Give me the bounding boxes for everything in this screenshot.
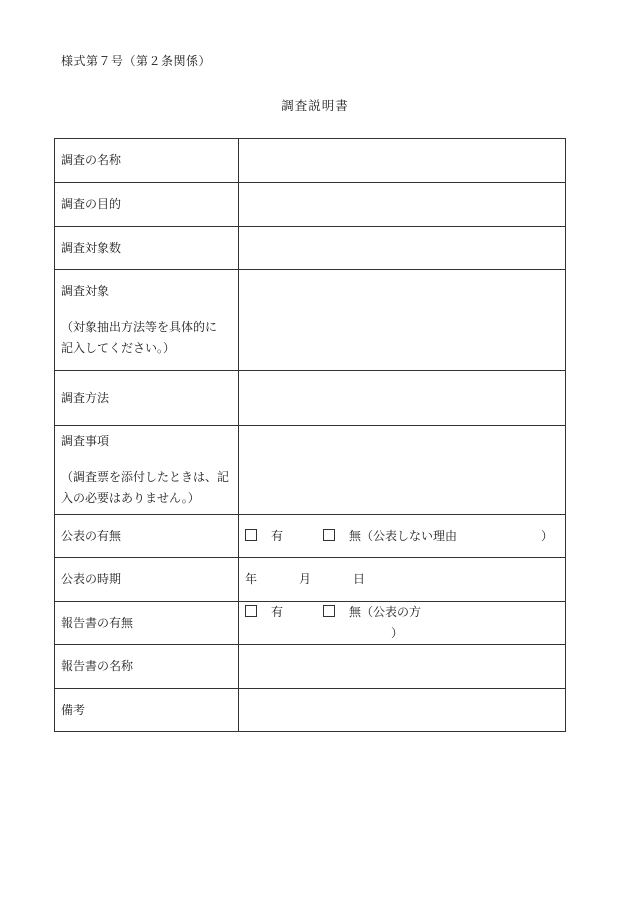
field-survey-name[interactable] [239, 139, 566, 183]
publication-yes-label: 有 [271, 528, 284, 543]
field-survey-purpose[interactable] [239, 183, 566, 227]
label-publication: 公表の有無 [55, 515, 239, 558]
publication-yes-checkbox[interactable] [245, 529, 257, 541]
report-yes-checkbox[interactable] [245, 605, 257, 617]
field-report-name[interactable] [239, 645, 566, 689]
cell-survey-target-label [55, 270, 239, 371]
label-survey-target: 調査対象 [61, 284, 110, 298]
note-survey-items-2: 入の必要はありません。） [61, 491, 200, 505]
label-survey-method: 調査方法 [55, 371, 239, 426]
row-survey-items [55, 426, 566, 515]
field-remarks[interactable] [239, 689, 566, 732]
report-yes-label: 有 [271, 605, 284, 619]
cell-survey-items-label [55, 426, 239, 515]
label-report: 報告書の有無 [55, 602, 239, 645]
row-survey-name [55, 139, 566, 183]
row-report [55, 602, 566, 645]
date-month-unit: 月 [299, 572, 312, 586]
note-survey-items-1: （調査票を添付したときは、記 [61, 470, 230, 484]
row-publication [55, 515, 566, 558]
document-title: 調査説明書 [281, 98, 349, 113]
date-day-unit: 日 [353, 572, 366, 586]
field-survey-target[interactable] [239, 270, 566, 371]
label-survey-name: 調査の名称 [55, 139, 239, 183]
label-survey-purpose: 調査の目的 [55, 183, 239, 227]
label-remarks: 備考 [55, 689, 239, 732]
field-target-count[interactable] [239, 227, 566, 270]
row-report-name [55, 645, 566, 689]
note-survey-target-1: （対象抽出方法等を具体的に [61, 320, 218, 334]
report-no-label: 無（公表の方 [349, 605, 422, 619]
publication-no-label: 無（公表しない理由 [349, 528, 458, 543]
row-remarks [55, 689, 566, 732]
label-survey-items: 調査事項 [61, 434, 110, 448]
cell-publication-date[interactable] [239, 558, 566, 602]
report-no-checkbox[interactable] [323, 605, 335, 617]
row-survey-target [55, 270, 566, 371]
form-number: 様式第７号（第２条関係） [61, 54, 212, 68]
publication-close-paren: ） [541, 528, 554, 543]
row-survey-purpose [55, 183, 566, 227]
row-target-count [55, 227, 566, 270]
report-close-paren: ） [391, 626, 404, 640]
field-survey-method[interactable] [239, 371, 566, 426]
date-year-unit: 年 [245, 572, 258, 586]
row-survey-method [55, 371, 566, 426]
cell-publication-options [239, 515, 566, 558]
publication-no-checkbox[interactable] [323, 529, 335, 541]
label-target-count: 調査対象数 [55, 227, 239, 270]
cell-report-options [239, 602, 566, 645]
row-publication-time [55, 558, 566, 602]
label-report-name: 報告書の名称 [55, 645, 239, 689]
note-survey-target-2: 記入してください。） [61, 341, 176, 355]
survey-form-table [54, 138, 566, 732]
label-publication-time: 公表の時期 [55, 558, 239, 602]
field-survey-items[interactable] [239, 426, 566, 515]
